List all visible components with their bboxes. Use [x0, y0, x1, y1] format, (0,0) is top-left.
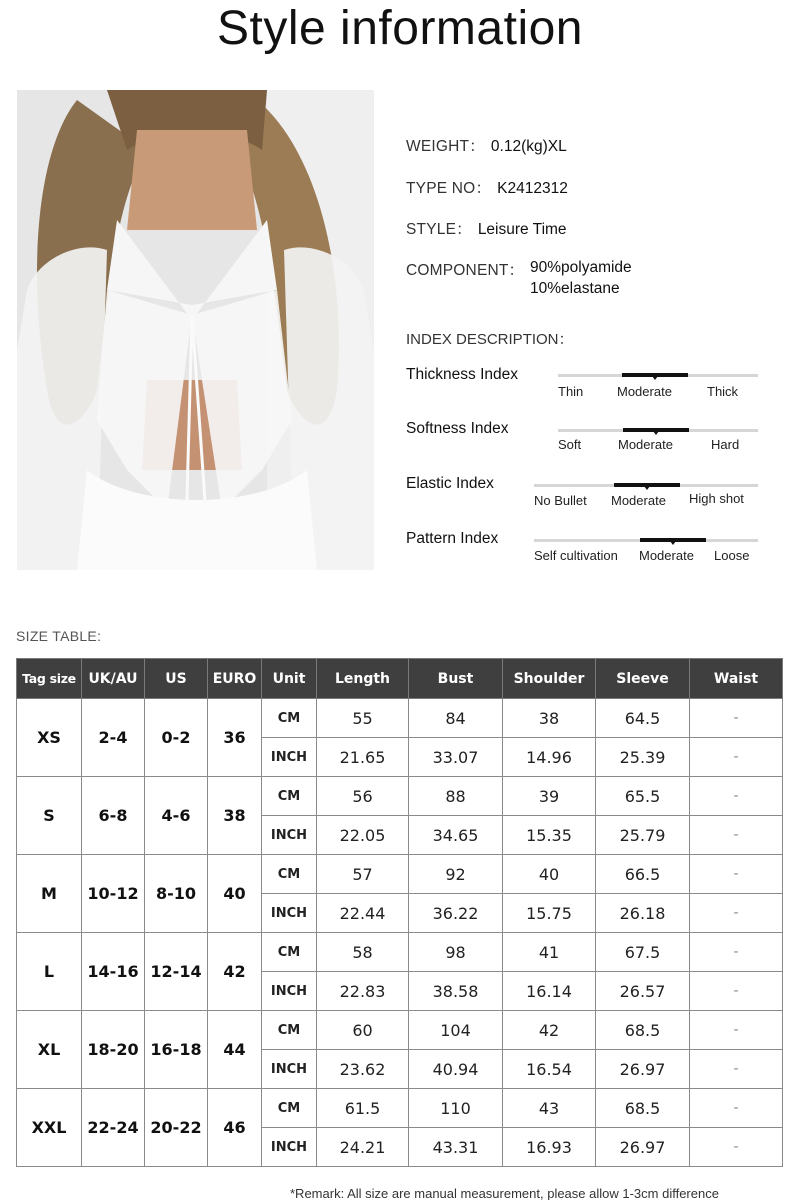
component-line-1: 90%polyamide	[530, 259, 632, 276]
us-cell: 0-2	[145, 699, 208, 777]
bust-cell: 38.58	[409, 972, 503, 1011]
length-cell: 21.65	[317, 738, 409, 777]
tag-size-cell: XS	[17, 699, 82, 777]
style-label: STYLE：	[406, 221, 472, 238]
shoulder-cell: 16.54	[503, 1050, 596, 1089]
uk-au-cell: 22-24	[82, 1089, 145, 1167]
shoulder-cell: 43	[503, 1089, 596, 1128]
size-table	[16, 658, 783, 1167]
length-cell: 55	[317, 699, 409, 738]
us-cell: 20-22	[145, 1089, 208, 1167]
header-sleeve: Sleeve	[596, 659, 690, 699]
component-value	[530, 257, 632, 299]
table-row-s-cm	[17, 777, 783, 816]
component-label: COMPONENT：	[406, 262, 525, 279]
weight-value: 0.12(kg)XL	[490, 138, 567, 155]
component-line-2: 10%elastane	[530, 280, 620, 297]
style-row	[406, 217, 567, 239]
header-us: US	[145, 659, 208, 699]
unit-cell: INCH	[262, 1128, 317, 1167]
uk-au-cell: 18-20	[82, 1011, 145, 1089]
header-shoulder: Shoulder	[503, 659, 596, 699]
elastic-option-high-shot: High shot	[689, 491, 744, 506]
unit-cell: INCH	[262, 1050, 317, 1089]
sleeve-cell: 25.79	[596, 816, 690, 855]
bust-cell: 33.07	[409, 738, 503, 777]
softness-option-soft: Soft	[558, 437, 582, 452]
tag-size-cell: S	[17, 777, 82, 855]
uk-au-cell: 2-4	[82, 699, 145, 777]
product-photo	[17, 90, 374, 570]
unit-cell: CM	[262, 855, 317, 894]
waist-cell: -	[690, 1128, 783, 1167]
bust-cell: 88	[409, 777, 503, 816]
thickness-selected-marker	[622, 373, 688, 377]
table-row-l-cm	[17, 933, 783, 972]
header-bust: Bust	[409, 659, 503, 699]
softness-index-label: Softness Index	[406, 420, 509, 437]
waist-cell: -	[690, 777, 783, 816]
shoulder-cell: 41	[503, 933, 596, 972]
bust-cell: 43.31	[409, 1128, 503, 1167]
sleeve-cell: 68.5	[596, 1011, 690, 1050]
shoulder-cell: 40	[503, 855, 596, 894]
header-waist: Waist	[690, 659, 783, 699]
euro-cell: 38	[208, 777, 262, 855]
waist-cell: -	[690, 972, 783, 1011]
sleeve-cell: 65.5	[596, 777, 690, 816]
elastic-index	[406, 475, 796, 515]
softness-option-moderate: Moderate	[618, 437, 673, 452]
euro-cell: 44	[208, 1011, 262, 1089]
waist-cell: -	[690, 933, 783, 972]
pattern-option-moderate: Moderate	[639, 548, 694, 563]
sleeve-cell: 64.5	[596, 699, 690, 738]
waist-cell: -	[690, 855, 783, 894]
uk-au-cell: 14-16	[82, 933, 145, 1011]
sleeve-cell: 26.97	[596, 1128, 690, 1167]
softness-selected-marker	[623, 428, 689, 432]
shoulder-cell: 15.75	[503, 894, 596, 933]
tag-size-cell: M	[17, 855, 82, 933]
sleeve-cell: 66.5	[596, 855, 690, 894]
table-row-xl-cm	[17, 1011, 783, 1050]
length-cell: 57	[317, 855, 409, 894]
type-no-label: TYPE NO：	[406, 180, 492, 197]
header-unit: Unit	[262, 659, 317, 699]
softness-index	[406, 420, 796, 460]
elastic-option-moderate: Moderate	[611, 493, 666, 508]
shoulder-cell: 39	[503, 777, 596, 816]
header-uk-au: UK/AU	[82, 659, 145, 699]
table-row-m-cm	[17, 855, 783, 894]
length-cell: 60	[317, 1011, 409, 1050]
length-cell: 24.21	[317, 1128, 409, 1167]
index-description-heading: INDEX DESCRIPTION：	[406, 331, 574, 348]
elastic-selected-marker	[614, 483, 680, 487]
sleeve-cell: 68.5	[596, 1089, 690, 1128]
tag-size-cell: XL	[17, 1011, 82, 1089]
waist-cell: -	[690, 1011, 783, 1050]
header-length: Length	[317, 659, 409, 699]
softness-index-scale	[558, 429, 758, 432]
sleeve-cell: 26.57	[596, 972, 690, 1011]
thickness-option-moderate: Moderate	[617, 384, 672, 399]
waist-cell: -	[690, 1050, 783, 1089]
model-wearing-lace-top-image	[17, 90, 374, 570]
sleeve-cell: 26.18	[596, 894, 690, 933]
pattern-index-label: Pattern Index	[406, 530, 499, 547]
length-cell: 22.44	[317, 894, 409, 933]
table-row-xs-cm	[17, 699, 783, 738]
header-euro: EURO	[208, 659, 262, 699]
pattern-index-scale	[534, 539, 758, 542]
elastic-option-no-bullet: No Bullet	[534, 493, 587, 508]
us-cell: 8-10	[145, 855, 208, 933]
component-row	[406, 258, 524, 280]
thickness-option-thick: Thick	[707, 384, 739, 399]
waist-cell: -	[690, 894, 783, 933]
unit-cell: CM	[262, 1011, 317, 1050]
bust-cell: 104	[409, 1011, 503, 1050]
unit-cell: INCH	[262, 816, 317, 855]
uk-au-cell: 6-8	[82, 777, 145, 855]
bust-cell: 92	[409, 855, 503, 894]
thickness-index	[406, 366, 796, 406]
measurement-remark: *Remark: All size are manual measurement, please allow 1-3cm difference	[290, 1186, 719, 1200]
length-cell: 61.5	[317, 1089, 409, 1128]
length-cell: 58	[317, 933, 409, 972]
softness-option-hard: Hard	[711, 437, 740, 452]
unit-cell: CM	[262, 933, 317, 972]
us-cell: 4-6	[145, 777, 208, 855]
tag-size-cell: L	[17, 933, 82, 1011]
shoulder-cell: 16.93	[503, 1128, 596, 1167]
shoulder-cell: 16.14	[503, 972, 596, 1011]
uk-au-cell: 10-12	[82, 855, 145, 933]
unit-cell: CM	[262, 699, 317, 738]
length-cell: 23.62	[317, 1050, 409, 1089]
waist-cell: -	[690, 1089, 783, 1128]
unit-cell: INCH	[262, 894, 317, 933]
length-cell: 22.83	[317, 972, 409, 1011]
euro-cell: 40	[208, 855, 262, 933]
header-tag-size: Tag size	[17, 659, 82, 699]
shoulder-cell: 15.35	[503, 816, 596, 855]
size-table-label: SIZE TABLE:	[16, 628, 102, 644]
thickness-index-scale	[558, 374, 758, 377]
waist-cell: -	[690, 738, 783, 777]
pattern-index	[406, 530, 796, 570]
sleeve-cell: 26.97	[596, 1050, 690, 1089]
weight-row	[406, 134, 567, 156]
pattern-selected-marker	[640, 538, 706, 542]
waist-cell: -	[690, 699, 783, 738]
bust-cell: 34.65	[409, 816, 503, 855]
pattern-option-loose: Loose	[714, 548, 750, 563]
unit-cell: CM	[262, 777, 317, 816]
unit-cell: INCH	[262, 738, 317, 777]
bust-cell: 84	[409, 699, 503, 738]
table-row-xxl-cm	[17, 1089, 783, 1128]
shoulder-cell: 42	[503, 1011, 596, 1050]
bust-cell: 110	[409, 1089, 503, 1128]
bust-cell: 98	[409, 933, 503, 972]
us-cell: 12-14	[145, 933, 208, 1011]
euro-cell: 36	[208, 699, 262, 777]
bust-cell: 36.22	[409, 894, 503, 933]
length-cell: 56	[317, 777, 409, 816]
page-title: Style information	[217, 2, 583, 55]
us-cell: 16-18	[145, 1011, 208, 1089]
thickness-index-label: Thickness Index	[406, 366, 518, 383]
length-cell: 22.05	[317, 816, 409, 855]
size-table-header	[17, 659, 783, 699]
elastic-index-scale	[534, 484, 758, 487]
waist-cell: -	[690, 816, 783, 855]
weight-label: WEIGHT：	[406, 138, 485, 155]
elastic-index-label: Elastic Index	[406, 475, 494, 492]
bust-cell: 40.94	[409, 1050, 503, 1089]
type-no-value: K2412312	[497, 180, 568, 197]
shoulder-cell: 38	[503, 699, 596, 738]
euro-cell: 46	[208, 1089, 262, 1167]
euro-cell: 42	[208, 933, 262, 1011]
sleeve-cell: 25.39	[596, 738, 690, 777]
thickness-option-thin: Thin	[558, 384, 584, 399]
shoulder-cell: 14.96	[503, 738, 596, 777]
unit-cell: INCH	[262, 972, 317, 1011]
style-value: Leisure Time	[477, 221, 567, 238]
pattern-option-self-cultivation: Self cultivation	[534, 548, 618, 563]
unit-cell: CM	[262, 1089, 317, 1128]
type-no-row	[406, 176, 568, 198]
sleeve-cell: 67.5	[596, 933, 690, 972]
tag-size-cell: XXL	[17, 1089, 82, 1167]
